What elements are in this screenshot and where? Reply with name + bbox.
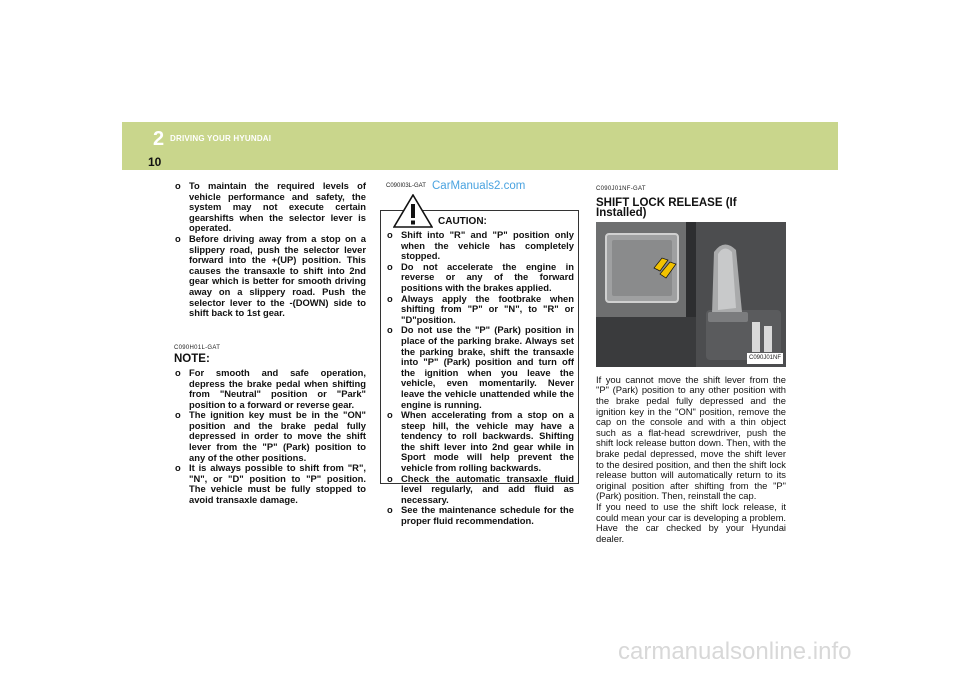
list-item: o Check the automatic transaxle fluid level regularly, and add fluid as necessary.	[386, 474, 574, 506]
section-title: SHIFT LOCK RELEASE (If Installed)	[596, 196, 737, 220]
figure-code: C090J01NF	[747, 353, 783, 364]
list-item: o The ignition key must be in the "ON" position and the brake pedal fully depressed in order to move the shift lever from the "P" (Park) position to any of the other positions.	[174, 410, 366, 463]
section-code: C090I03L-GAT	[386, 183, 426, 189]
chapter-banner	[122, 122, 838, 170]
column-left	[174, 181, 366, 506]
caution-body	[386, 230, 574, 527]
note-heading: NOTE:	[174, 353, 210, 366]
body-text: If you cannot move the shift lever from the "P" (Park) position to any other position with the brake pedal fully depressed and the ignition key in the "ON" position, remove the cap on the console and with a thin object such as a flat-head screwdriver, push the shift lock release button down. Then, with the brake pedal depressed, move the shift lever to the desired position, and then the shift lock release button will automatically return to its original position after shifting from the "P" (Park) position. Then, reinstall the cap.	[596, 373, 786, 502]
list-item: o It is always possible to shift from "R", "N", or "D" position to "P" position. The vehicle must be fully stopped to avoid transaxle damage.	[174, 463, 366, 505]
shift-lever-photo	[596, 222, 786, 367]
section-code: C090H01L-GAT	[174, 344, 221, 351]
list-item: o When accelerating from a stop on a steep hill, the vehicle may have a tendency to roll backwards. Shifting the shift lever into 2nd gear while in Sport mode will help prevent the vehicle from rolling backwards.	[386, 410, 574, 474]
watermark-link[interactable]: CarManuals2.com	[432, 180, 526, 192]
column-right	[596, 184, 786, 544]
footer-watermark: carmanualsonline.info	[618, 638, 852, 665]
list-item: o See the maintenance schedule for the proper fluid recommendation.	[386, 505, 574, 526]
list-item: o Do not accelerate the engine in reverse or any of the forward positions with the brakes applied.	[386, 262, 574, 294]
body-text-2: If you need to use the shift lock release, it could mean your car is developing a problem. Have the car checked by your Hyundai dealer.	[596, 500, 786, 544]
bullet-list-top	[174, 181, 366, 319]
list-item: o To maintain the required levels of vehicle performance and safety, the system may not execute certain gearshifts when the selector lever is operated.	[174, 181, 366, 234]
caution-list	[386, 230, 574, 527]
caution-heading: CAUTION:	[438, 216, 487, 227]
shift-lever-illustration	[596, 222, 786, 367]
note-list	[174, 368, 366, 506]
list-item: o Do not use the "P" (Park) position in place of the parking brake. Always set the parking brake, shift the transaxle into "P" (Park) position and turn off the ignition when you leave the vehicle, even momentarily. Never leave the vehicle unattended while the engine is running.	[386, 325, 574, 410]
warning-icon	[393, 194, 433, 228]
list-item: o For smooth and safe operation, depress the brake pedal when shifting from "Neutral" position or "Park" position to a forward or reverse gear.	[174, 368, 366, 410]
page-number: 10	[148, 155, 162, 169]
list-item: o Before driving away from a stop on a slippery road, push the selector lever forward into the +(UP) position. This causes the transaxle to shift into 2nd gear which is better for smooth driving away on a slippery road. Push the selector lever to the -(DOWN) side to shift back to 1st gear.	[174, 234, 366, 319]
chapter-number: 2	[153, 128, 165, 150]
list-item: o Shift into "R" and "P" position only when the vehicle has completely stopped.	[386, 230, 574, 262]
chapter-title: DRIVING YOUR HYUNDAI	[170, 134, 272, 143]
list-item: o Always apply the footbrake when shifting from "P" or "N", to "R" or "D"position.	[386, 294, 574, 326]
section-code: C090J01NF-GAT	[596, 186, 646, 192]
